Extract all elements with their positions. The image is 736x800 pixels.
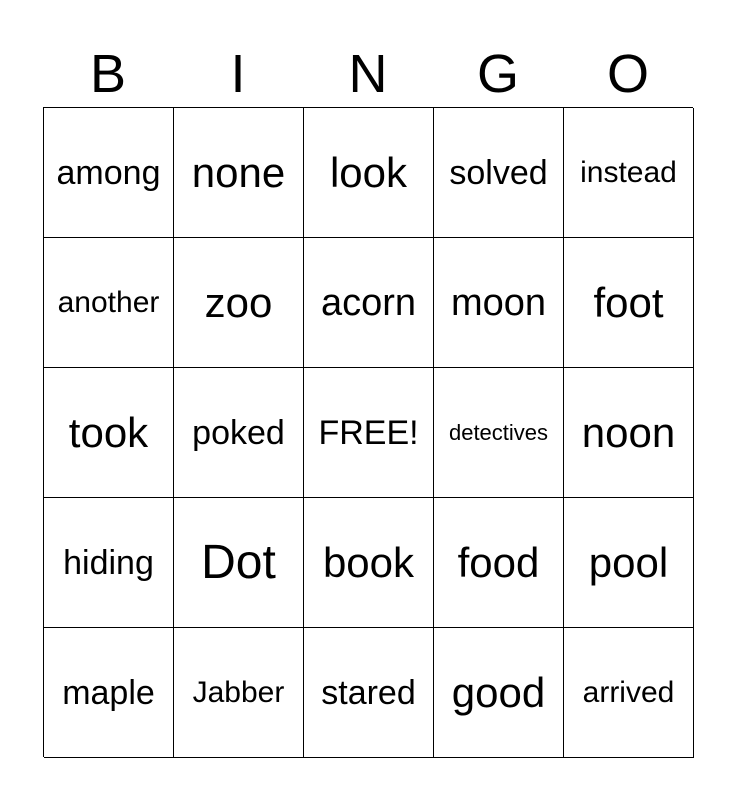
bingo-cell: none	[174, 108, 304, 238]
bingo-cell: maple	[44, 628, 174, 758]
bingo-cell: good	[434, 628, 564, 758]
bingo-cell: hiding	[44, 498, 174, 628]
bingo-card-grid	[43, 107, 693, 757]
bingo-cell: detectives	[434, 368, 564, 498]
bingo-cell: moon	[434, 238, 564, 368]
bingo-cell: instead	[564, 108, 694, 238]
bingo-cell: poked	[174, 368, 304, 498]
bingo-header	[43, 40, 693, 108]
bingo-cell: another	[44, 238, 174, 368]
bingo-cell: solved	[434, 108, 564, 238]
free-space-cell: FREE!	[304, 368, 434, 498]
bingo-cell: stared	[304, 628, 434, 758]
bingo-cell: pool	[564, 498, 694, 628]
bingo-cell: noon	[564, 368, 694, 498]
bingo-cell: Dot	[174, 498, 304, 628]
bingo-cell: foot	[564, 238, 694, 368]
bingo-cell: among	[44, 108, 174, 238]
bingo-cell: arrived	[564, 628, 694, 758]
bingo-cell: book	[304, 498, 434, 628]
bingo-cell: acorn	[304, 238, 434, 368]
header-letter-g: G	[476, 44, 519, 104]
bingo-cell: zoo	[174, 238, 304, 368]
header-letter-b: B	[89, 44, 127, 104]
bingo-cell: look	[304, 108, 434, 238]
bingo-cell: Jabber	[174, 628, 304, 758]
bingo-cell: food	[434, 498, 564, 628]
bingo-cell: took	[44, 368, 174, 498]
header-letter-o: O	[606, 44, 649, 104]
header-letter-i: I	[230, 44, 246, 104]
header-letter-n: N	[348, 44, 388, 104]
